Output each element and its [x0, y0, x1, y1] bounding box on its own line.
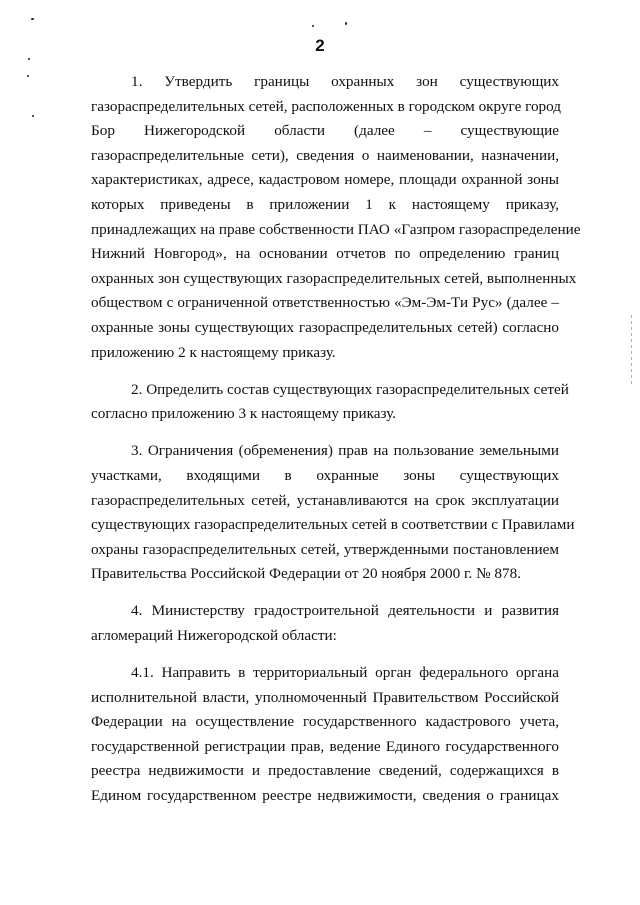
paragraph-2 — [91, 378, 569, 427]
scan-speck — [28, 58, 30, 60]
paragraph-4-1 — [91, 661, 559, 809]
scan-speck — [32, 115, 34, 117]
text-line: газораспределительных сетей, расположенных в городском округе город — [91, 97, 562, 115]
text-line: исполнительной власти, уполномоченный Правительством Российской — [91, 688, 559, 706]
scan-speck — [27, 75, 29, 77]
text-line: существующих газораспределительных сетей в соответствии с Правилами — [91, 516, 575, 534]
text-line: обществом с ограниченной ответственностью «Эм-Эм-Ти Рус» (далее – — [91, 294, 559, 312]
paragraph-3 — [91, 439, 575, 587]
text-line: принадлежащих на праве собственности ПАО «Газпром газораспределение — [91, 220, 581, 238]
text-line: которых приведены в приложении 1 к настоящему приказу, — [91, 195, 559, 213]
scan-speck — [312, 25, 314, 27]
text-line: газораспределительные сети), сведения о наименовании, назначении, — [91, 146, 559, 164]
scan-speck — [31, 18, 34, 20]
document-body — [91, 70, 581, 809]
scan-margin-line — [631, 315, 632, 385]
scan-speck — [345, 22, 347, 25]
text-line: реестра недвижимости и предоставление сведений, содержащихся в — [91, 762, 559, 780]
text-line: охранные зоны существующих газораспределительных сетей) согласно — [91, 318, 559, 336]
text-line: агломераций Нижегородской области: — [91, 626, 337, 644]
text-line: 1. Утвердить границы охранных зон существующих — [131, 73, 559, 90]
text-line: Федерации на осуществление государственного кадастрового учета, — [91, 713, 559, 731]
text-line: Бор Нижегородской области (далее – существующие — [91, 122, 559, 140]
text-line: 4. Министерству градостроительной деятельности и развития — [131, 602, 559, 620]
text-line: охранных зон существующих газораспределительных сетей, выполненных — [91, 269, 577, 287]
text-line: характеристиках, адресе, кадастровом номере, площади охранной зоны — [91, 171, 559, 189]
text-line: согласно приложению 3 к настоящему приказу. — [91, 405, 397, 423]
text-line: приложению 2 к настоящему приказу. — [91, 343, 336, 361]
text-line: 3. Ограничения (обременения) прав на пользование земельными — [131, 442, 559, 460]
text-line: Нижний Новгород», на основании отчетов по определению границ — [91, 245, 559, 263]
paragraph-1 — [91, 70, 581, 365]
text-line: Правительства Российской Федерации от 20 ноября 2000 г. № 878. — [91, 565, 522, 583]
text-line: участками, входящими в охранные зоны существующих — [91, 466, 559, 484]
paragraph-4 — [91, 599, 559, 648]
text-line: газораспределительных сетей, устанавливаются на срок эксплуатации — [91, 491, 559, 509]
page-number: 2 — [315, 36, 325, 55]
text-line: 2. Определить состав существующих газораспределительных сетей — [131, 380, 569, 398]
text-line: охраны газораспределительных сетей, утвержденными постановлением — [91, 540, 559, 558]
text-line: 4.1. Направить в территориальный орган федерального органа — [131, 664, 559, 682]
text-line: государственной регистрации прав, ведение Единого государственного — [91, 737, 559, 755]
text-line: Едином государственном реестре недвижимости, сведения о границах — [91, 787, 559, 805]
